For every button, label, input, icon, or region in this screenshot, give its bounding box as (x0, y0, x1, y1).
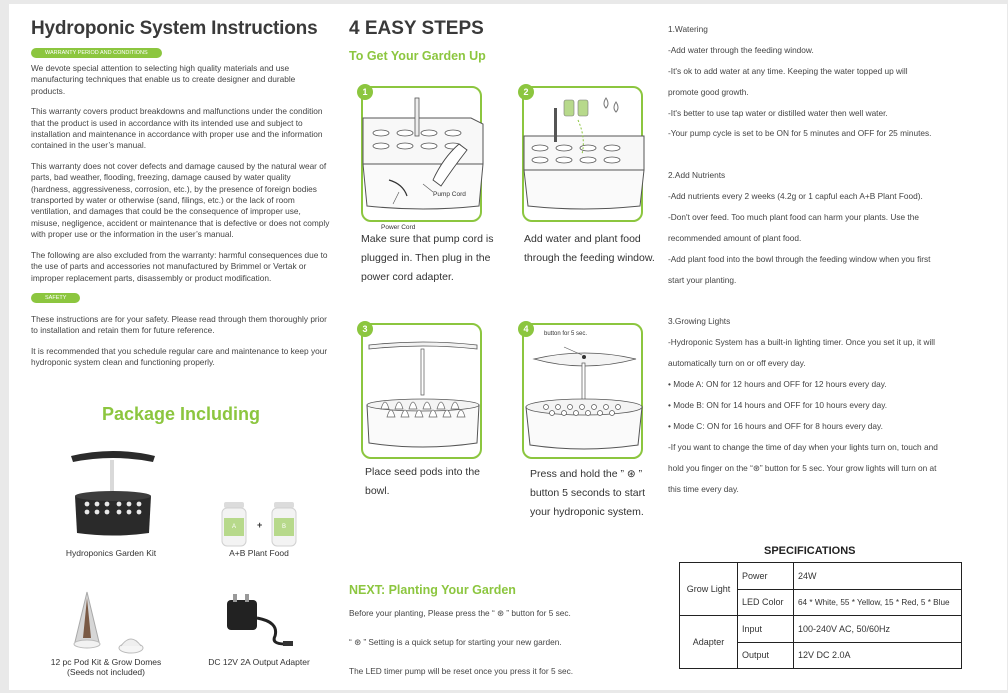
page-title: Hydroponic System Instructions (31, 18, 318, 39)
care-line: -Add plant food into the bowl through the feeding window when you first (668, 253, 931, 264)
specifications-title: SPECIFICATIONS (764, 545, 856, 557)
button-5-sec-label: button for 5 sec. (544, 331, 588, 337)
care-line: 3.Growing Lights (668, 316, 731, 327)
care-line: start your planting. (668, 274, 737, 285)
bottle-label-a: A (232, 524, 237, 530)
spec-label: Power (738, 563, 794, 590)
warranty-pill: WARRANTY PERIOD AND CONDITIONS (31, 48, 162, 58)
steps-subtitle: To Get Your Garden Up (349, 49, 486, 63)
care-line: promote good growth. (668, 86, 749, 97)
next-line-3: The LED timer pump will be reset once you press it for 5 sec. (349, 666, 574, 676)
warranty-paragraph-2: This warranty covers product breakdowns and malfunctions under the condition that the product is used in accordance with its intended use and subject to installation and maintenance in accordance with proper use and the information contained in the user’s manual. (31, 106, 323, 151)
package-item-pod-kit: 12 pc Pod Kit & Grow Domes (Seeds not included) (50, 657, 162, 677)
care-line: • Mode C: ON for 16 hours and OFF for 8 hours every day. (668, 420, 883, 431)
care-instructions-column (668, 24, 968, 504)
step-4-number: 4 (518, 321, 534, 337)
next-line-1: Before your planting, Please press the “ ⊛ ” button for 5 sec. (349, 608, 571, 618)
spec-value: 24W (794, 563, 962, 590)
step-3-caption: Place seed pods into the bowl. (365, 466, 480, 497)
pump-cord-label: Pump Cord (433, 191, 466, 198)
care-line: hold you finger on the “⊛” button for 5 sec. Your grow lights will turn on at (668, 462, 937, 473)
table-row (680, 616, 962, 643)
step-2-image (522, 86, 643, 222)
steps-column (349, 18, 655, 676)
spec-label: Input (738, 616, 794, 643)
spec-value: 64 * White, 55 * Yellow, 15 * Red, 5 * Blue (794, 589, 962, 616)
plus-sign: + (257, 520, 263, 530)
step-1-caption: Make sure that pump cord is plugged in. Then plug in the power cord adapter. (361, 233, 494, 283)
table-row (680, 563, 962, 590)
care-line: • Mode B: ON for 14 hours and OFF for 10 hours every day. (668, 400, 888, 411)
spec-label: Output (738, 642, 794, 669)
step-3-image (361, 323, 482, 459)
instruction-sheet (9, 4, 1007, 690)
care-line: • Mode A: ON for 12 hours and OFF for 12 hours every day. (668, 379, 887, 390)
care-line: -Add water through the feeding window. (668, 44, 814, 55)
care-line (668, 149, 968, 170)
next-line-2: “ ⊛ ” Setting is a quick setup for starting your new garden. (349, 637, 562, 647)
safety-paragraph-1: These instructions are for your safety. Please read through them thoroughly prior to installation and retain them for future reference. (31, 313, 327, 336)
specifications-table (679, 562, 962, 669)
spec-group-grow-light: Grow Light (680, 563, 738, 616)
next-planting-title: NEXT: Planting Your Garden (349, 583, 516, 597)
garden-kit-image (67, 438, 159, 538)
care-line (668, 296, 968, 317)
steps-title: 4 EASY STEPS (349, 18, 484, 39)
care-line: automatically turn on or off every day. (668, 358, 806, 369)
care-line: -Don't over feed. Too much plant food can harm your plants. Use the (668, 212, 919, 223)
warranty-paragraph-1: We devote special attention to selecting high quality materials and use manufacturing techniques that enable us to create designer and durable products. (31, 63, 296, 96)
package-item-adapter: DC 12V 2A Output Adapter (208, 657, 310, 667)
package-item-garden-kit: Hydroponics Garden Kit (65, 548, 157, 558)
care-line: 1.Watering (668, 24, 708, 34)
warranty-column (31, 18, 331, 677)
care-line: -Add nutrients every 2 weeks (4.2g or 1 capful each A+B Plant Food). (668, 191, 923, 202)
step-3-number: 3 (357, 321, 373, 337)
pod-kit-image (69, 588, 159, 658)
care-line: -If you want to change the time of day when your lights turn on, touch and (668, 441, 938, 452)
step-1-image (361, 86, 482, 231)
bottle-label-b: B (282, 524, 287, 530)
step-1-number: 1 (357, 84, 373, 100)
care-line: -It's ok to add water at any time. Keeping the water topped up will (668, 65, 908, 76)
adapter-image (219, 592, 299, 652)
warranty-paragraph-4: The following are also excluded from the warranty: harmful consequences due to the use of parts and accessories not manufactured by Brimmel or Vertak or improper replacement parts, disassembly or product modification. (31, 249, 328, 283)
step-2-number: 2 (518, 84, 534, 100)
care-line: this time every day. (668, 483, 739, 494)
care-line: -It's better to use tap water or distilled water then well water. (668, 107, 888, 118)
step-2-caption: Add water and plant food through the feeding window. (524, 233, 655, 264)
care-line: recommended amount of plant food. (668, 232, 802, 243)
care-line: -Hydroponic System has a built-in lighting timer. Once you set it up, it will (668, 337, 935, 348)
safety-paragraph-2: It is recommended that you schedule regular care and maintenance to keep your hydroponic system clean and functioning properly. (31, 345, 328, 368)
step-4-image (522, 323, 643, 459)
step-4-caption: Press and hold the ” ⊛ ” button 5 seconds to start your hydroponic system. (530, 468, 645, 518)
package-item-plant-food: A+B Plant Food (229, 548, 289, 558)
care-line: 2.Add Nutrients (668, 170, 726, 181)
spec-value: 12V DC 2.0A (794, 642, 962, 669)
power-cord-label: Power Cord (381, 224, 416, 231)
spec-group-adapter: Adapter (680, 616, 738, 669)
care-line: -Your pump cycle is set to be ON for 5 minutes and OFF for 25 minutes. (668, 128, 932, 139)
spec-value: 100-240V AC, 50/60Hz (794, 616, 962, 643)
safety-pill: SAFETY (31, 293, 80, 303)
package-title: Package Including (101, 404, 261, 424)
spec-label: LED Color (738, 589, 794, 616)
warranty-paragraph-3: This warranty does not cover defects and damage caused by the natural wear of parts, bad weather, flooding, freezing, damage caused by water quality (hardness, aggressiveness, corrosion, etc.), by the presence of foreign bodies transported by water or otherwise (sand, filings, etc.) or the lack of room ventilation, and damages that could be the consequence of improper use, misuse, negligence, accident or maintenance that is defective or does not comply with proper use or the information in the user’s manual. (31, 160, 330, 240)
